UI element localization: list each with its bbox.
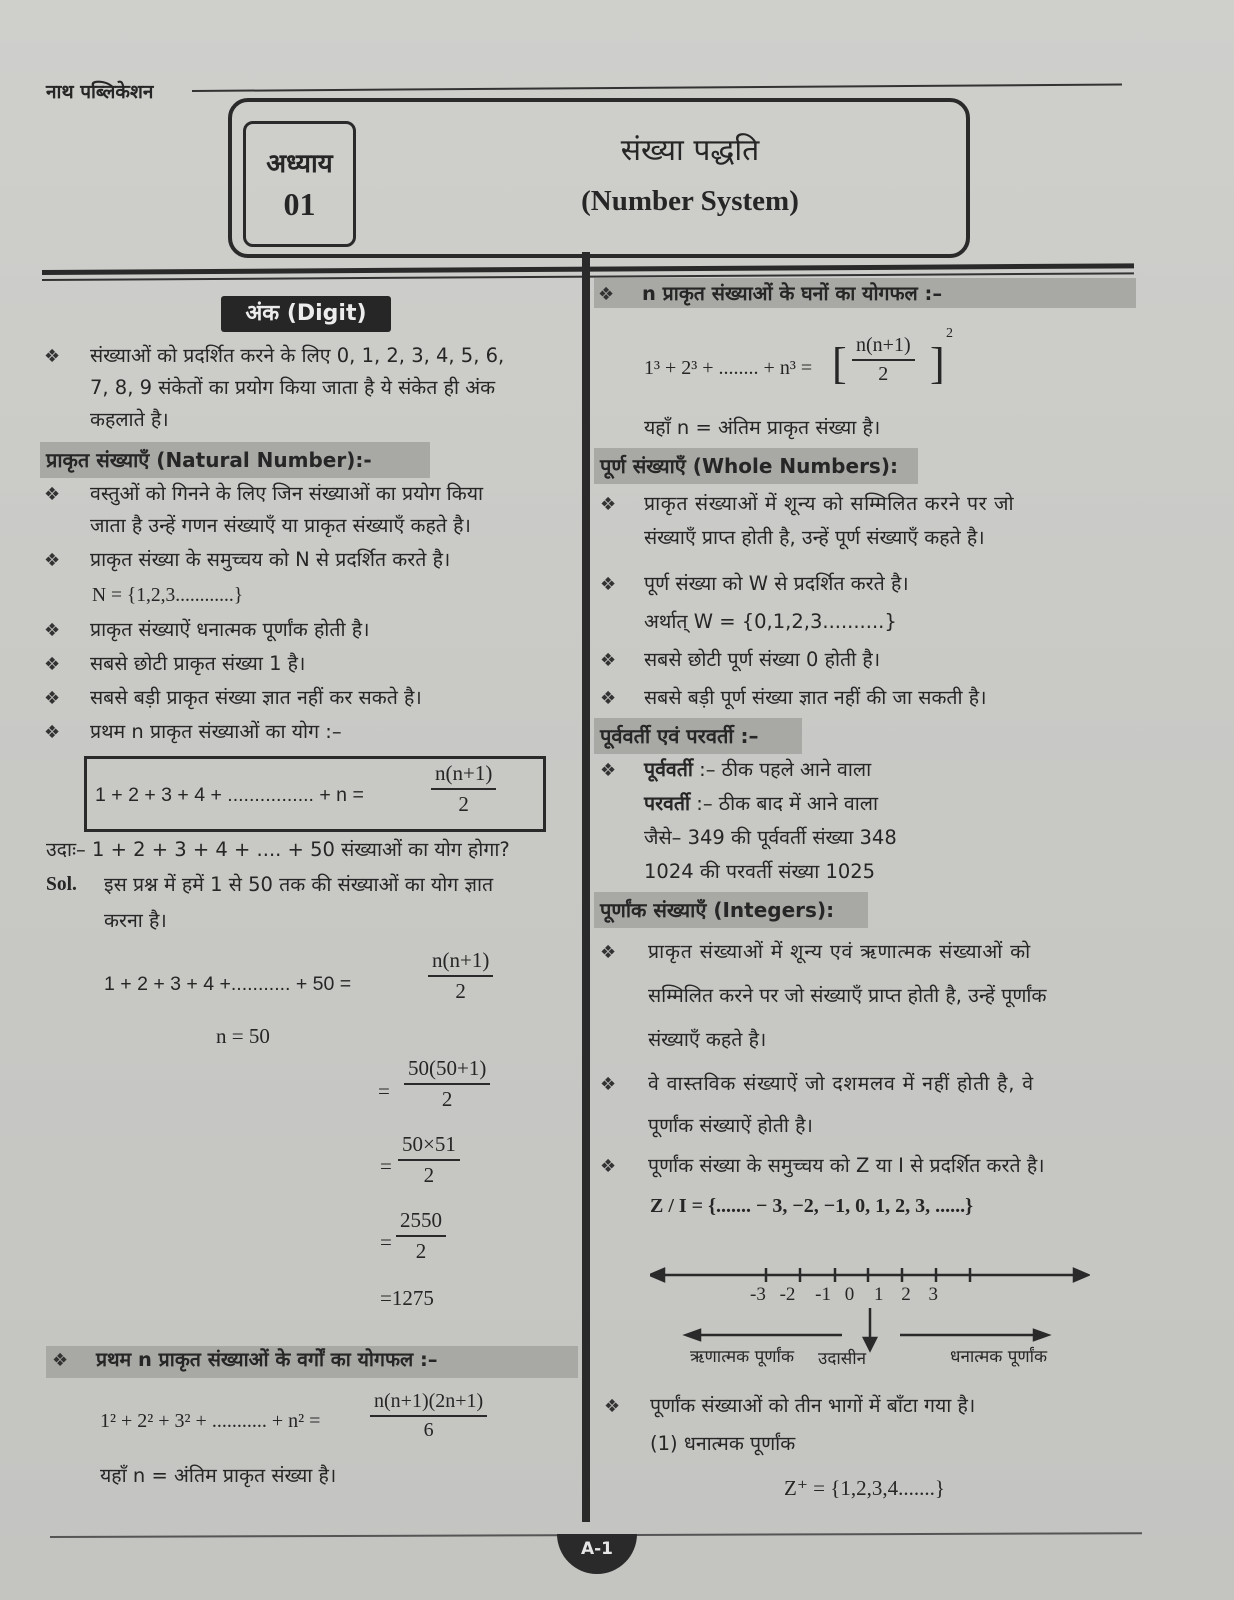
squares-heading: प्रथम n प्राकृत संख्याओं के वर्गों का योगफल :–	[96, 1348, 438, 1371]
bullet-icon: ❖	[600, 494, 617, 515]
natural-text-line2: जाता है उन्हें गणन संख्याएँ या प्राकृत संख्याएँ कहते है।	[90, 514, 471, 537]
step1-lhs: 1 + 2 + 3 + 4 +........... + 50 =	[104, 973, 352, 995]
successor-definition	[644, 788, 878, 820]
left-bracket: [	[832, 339, 847, 388]
equals-sign: =	[378, 1079, 390, 1103]
bullet-icon: ❖	[44, 688, 61, 709]
step2-fraction: $\frac{50(50+1)}{2}$	[404, 1056, 490, 1112]
natural-largest-text: सबसे बड़ी प्राकृत संख्या ज्ञात नहीं कर सकते है।	[90, 686, 422, 709]
cubes-formula-lhs: 1³ + 2³ + ........ + n³ =	[644, 357, 813, 379]
chapter-number-box	[243, 121, 356, 247]
publisher-name: नाथ पब्लिकेशन	[46, 81, 154, 103]
step-result: =1275	[380, 1286, 434, 1310]
equals-sign: =	[380, 1230, 392, 1254]
bullet-icon: ❖	[44, 654, 61, 675]
step1-fraction: $\frac{n(n+1)}{2}$	[428, 948, 493, 1004]
solution-text-line1: इस प्रश्न में हमें 1 से 50 तक की संख्याओं का योग ज्ञात	[104, 873, 494, 896]
bullet-icon: ❖	[44, 346, 61, 367]
positive-integers-set: Z⁺ = {1,2,3,4.......}	[784, 1476, 945, 1500]
bullet-icon: ❖	[600, 650, 617, 671]
predecessor-def: :– ठीक पहले आने वाला	[692, 758, 872, 781]
cubes-power: 2	[946, 326, 953, 341]
bullet-icon: ❖	[44, 620, 61, 641]
integers-three-parts-text: पूर्णांक संख्याओं को तीन भागों में बाँटा गया है।	[650, 1394, 976, 1417]
natural-set: N = {1,2,3............}	[92, 585, 244, 606]
whole-smallest-text: सबसे छोटी पूर्ण संख्या 0 होती है।	[644, 648, 881, 671]
bullet-icon: ❖	[598, 284, 615, 305]
cubes-formula-fraction: $\frac{n(n+1)}{2}$	[852, 334, 915, 386]
digit-text-line1: संख्याओं को प्रदर्शित करने के लिए 0, 1, 2, 3, 4, 5, 6,	[90, 344, 505, 367]
positive-integers-label: धनात्मक पूर्णांक	[950, 1347, 1048, 1367]
integers-heading: पूर्णांक संख्याएँ (Integers):	[594, 892, 868, 928]
bullet-icon: ❖	[600, 760, 617, 781]
squares-formula-fraction: $\frac{n(n+1)(2n+1)}{6}$	[370, 1390, 487, 1442]
natural-positive-text: प्राकृत संख्याऐं धनात्मक पूर्णांक होती है।	[90, 618, 370, 641]
bullet-icon: ❖	[604, 1396, 621, 1417]
sum-formula-box	[84, 756, 546, 832]
squares-formula-lhs: 1² + 2² + 3² + ........... + n² =	[100, 1410, 321, 1432]
natural-set-notation-text: प्राकृत संख्या के समुच्चय को N से प्रदर्शित करते है।	[90, 548, 451, 571]
predecessor-successor-heading: पूर्ववर्ती एवं परवर्ती :–	[594, 718, 802, 754]
whole-largest-text: सबसे बड़ी पूर्ण संख्या ज्ञात नहीं की जा सकती है।	[644, 686, 987, 709]
bullet-icon: ❖	[600, 1074, 617, 1095]
integers-set: Z / I = {....... − 3, −2, −1, 0, 1, 2, 3, ......}	[650, 1195, 974, 1217]
number-line-ticks: -3 -2 -1 0 1 2 3	[750, 1284, 938, 1305]
chapter-title-hindi: संख्या पद्धति	[620, 133, 760, 168]
digit-heading-badge: अंक (Digit)	[221, 296, 391, 332]
right-bracket: ]	[930, 339, 945, 388]
page-number-badge: A-1	[557, 1534, 637, 1574]
step-n-value: n = 50	[216, 1024, 270, 1048]
column-divider	[582, 252, 590, 1522]
integers-notation-text: पूर्णांक संख्या के समुच्चय को Z या I से प्रदर्शित करते है।	[648, 1154, 1045, 1177]
chapter-label: अध्याय	[266, 149, 333, 179]
successor-def: :– ठीक बाद में आने वाला	[690, 792, 879, 815]
negative-integers-label: ऋणात्मक पूर्णांक	[690, 1347, 795, 1367]
digit-text-line3: कहलाते है।	[90, 408, 169, 431]
sum-first-n-text: प्रथम n प्राकृत संख्याओं का योग :–	[90, 720, 342, 743]
integers-real-text-line2: पूर्णांक संख्याऐं होती है।	[648, 1114, 813, 1137]
sum-formula-fraction: $\frac{n(n+1)}{2}$	[431, 761, 496, 817]
natural-smallest-text: सबसे छोटी प्राकृत संख्या 1 है।	[90, 652, 306, 675]
bullet-icon: ❖	[44, 722, 61, 743]
whole-notation-text: पूर्ण संख्या को W से प्रदर्शित करते है।	[644, 572, 909, 595]
solution-text-line2: करना है।	[104, 909, 167, 932]
step3-fraction: $\frac{50\times 51}{2}$	[398, 1132, 460, 1188]
bullet-icon: ❖	[52, 1350, 69, 1371]
bullet-icon: ❖	[600, 942, 617, 963]
whole-numbers-heading: पूर्ण संख्याएँ (Whole Numbers):	[594, 448, 918, 484]
bullet-icon: ❖	[600, 688, 617, 709]
bullet-icon: ❖	[44, 484, 61, 505]
digit-text-line2: 7, 8, 9 संकेतों का प्रयोग किया जाता है ये संकेत ही अंक	[90, 376, 496, 399]
integers-real-text-line1: वे वास्तविक संख्याऐं जो दशमलव में नहीं होती है, वे	[648, 1072, 1034, 1095]
chapter-number: 01	[283, 186, 316, 222]
integers-text-line1: प्राकृत संख्याओं में शून्य एवं ऋणात्मक संख्याओं को	[648, 940, 1031, 963]
natural-text-line1: वस्तुओं को गिनने के लिए जिन संख्याओं का प्रयोग किया	[90, 482, 484, 505]
positive-integers-item: (1) धनात्मक पूर्णांक	[650, 1432, 796, 1455]
bullet-icon: ❖	[600, 574, 617, 595]
cubes-heading: n प्राकृत संख्याओं के घनों का योगफल :–	[642, 282, 943, 305]
integers-text-line3: संख्याएँ कहते है।	[648, 1028, 767, 1051]
chapter-title-english: (Number System)	[581, 185, 799, 217]
equals-sign: =	[380, 1154, 392, 1178]
solution-label: Sol.	[46, 874, 77, 895]
successor-example: 1024 की परवर्ती संख्या 1025	[644, 860, 876, 883]
whole-set: अर्थात् W = {0,1,2,3..........}	[644, 610, 897, 633]
example-question: उदाः– 1 + 2 + 3 + 4 + .... + 50 संख्याओं का योग होगा?	[46, 838, 510, 861]
header-rule	[192, 84, 1122, 92]
natural-numbers-heading: प्राकृत संख्याएँ (Natural Number):-	[40, 442, 430, 478]
squares-note: यहाँ n = अंतिम प्राकृत संख्या है।	[100, 1464, 337, 1487]
successor-term: परवर्ती	[644, 792, 691, 815]
predecessor-example: जैसे– 349 की पूर्ववर्ती संख्या 348	[644, 826, 897, 849]
predecessor-definition	[644, 754, 871, 786]
bullet-icon: ❖	[44, 550, 61, 571]
neutral-zero-label: उदासीन	[818, 1349, 867, 1369]
whole-text-line1: प्राकृत संख्याओं में शून्य को सम्मिलित करने पर जो	[644, 492, 1015, 515]
whole-text-line2: संख्याएँ प्राप्त होती है, उन्हें पूर्ण संख्याएँ कहते है।	[644, 526, 985, 549]
step4-fraction: $\frac{2550}{2}$	[396, 1208, 446, 1264]
bullet-icon: ❖	[600, 1156, 617, 1177]
integers-text-line2: सम्मिलित करने पर जो संख्याएँ प्राप्त होती है, उन्हें पूर्णांक	[648, 984, 1047, 1007]
cubes-note: यहाँ n = अंतिम प्राकृत संख्या है।	[644, 416, 881, 439]
predecessor-term: पूर्ववर्ती	[644, 758, 693, 781]
sum-formula-lhs: 1 + 2 + 3 + 4 + ................ + n =	[95, 784, 364, 806]
